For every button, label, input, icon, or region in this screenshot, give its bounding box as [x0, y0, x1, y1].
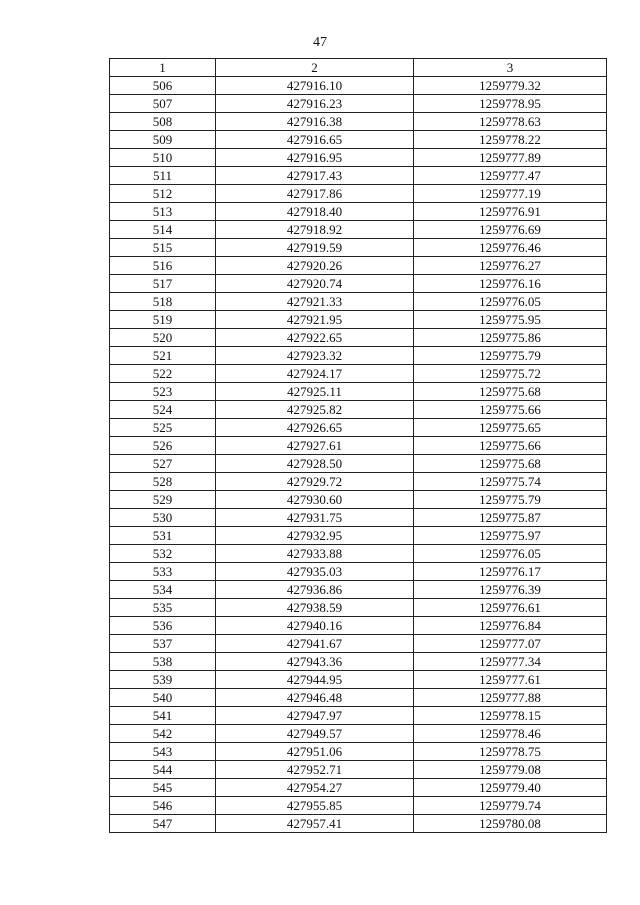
table-row: [110, 653, 607, 671]
table-cell: 529: [110, 491, 216, 509]
table-cell: 427925.11: [216, 383, 414, 401]
table-cell: 427946.48: [216, 689, 414, 707]
table-cell: 1259776.91: [414, 203, 607, 221]
table-cell: 1259775.86: [414, 329, 607, 347]
table-row: [110, 743, 607, 761]
table-cell: 506: [110, 77, 216, 95]
table-cell: 427919.59: [216, 239, 414, 257]
table-cell: 1259778.15: [414, 707, 607, 725]
table-row: [110, 527, 607, 545]
table-cell: 1259777.07: [414, 635, 607, 653]
table-cell: 427925.82: [216, 401, 414, 419]
table-cell: 524: [110, 401, 216, 419]
table-cell: 427922.65: [216, 329, 414, 347]
column-header: 1: [110, 59, 216, 77]
table-cell: 1259776.17: [414, 563, 607, 581]
table-cell: 427938.59: [216, 599, 414, 617]
table-cell: 516: [110, 257, 216, 275]
table-cell: 1259775.66: [414, 437, 607, 455]
table-cell: 1259776.39: [414, 581, 607, 599]
page-number: 47: [313, 35, 327, 50]
table-cell: 519: [110, 311, 216, 329]
table-row: [110, 761, 607, 779]
table-cell: 1259775.68: [414, 455, 607, 473]
table-cell: 518: [110, 293, 216, 311]
table-row: [110, 473, 607, 491]
table-cell: 1259775.72: [414, 365, 607, 383]
table-cell: 427924.17: [216, 365, 414, 383]
table-body: [110, 77, 607, 833]
column-header: 2: [216, 59, 414, 77]
table-cell: 1259779.08: [414, 761, 607, 779]
table-cell: 427916.95: [216, 149, 414, 167]
table-header-row: [110, 59, 607, 77]
table-cell: 533: [110, 563, 216, 581]
table-cell: 427931.75: [216, 509, 414, 527]
table-cell: 536: [110, 617, 216, 635]
table-cell: 427932.95: [216, 527, 414, 545]
table-cell: 1259775.79: [414, 491, 607, 509]
table-cell: 509: [110, 131, 216, 149]
table-row: [110, 815, 607, 833]
coordinates-table: [109, 58, 607, 833]
table-row: [110, 401, 607, 419]
table-row: [110, 779, 607, 797]
table-cell: 1259779.40: [414, 779, 607, 797]
table-cell: 530: [110, 509, 216, 527]
table-cell: 541: [110, 707, 216, 725]
table-row: [110, 545, 607, 563]
table-cell: 427916.65: [216, 131, 414, 149]
table-cell: 544: [110, 761, 216, 779]
table-cell: 427944.95: [216, 671, 414, 689]
table-row: [110, 149, 607, 167]
table-cell: 1259778.95: [414, 95, 607, 113]
table-cell: 1259775.65: [414, 419, 607, 437]
table-cell: 1259775.66: [414, 401, 607, 419]
table-cell: 427951.06: [216, 743, 414, 761]
table-cell: 427957.41: [216, 815, 414, 833]
table-cell: 427916.10: [216, 77, 414, 95]
table-row: [110, 689, 607, 707]
table-cell: 1259776.05: [414, 293, 607, 311]
table-cell: 1259777.61: [414, 671, 607, 689]
table-cell: 514: [110, 221, 216, 239]
table-cell: 540: [110, 689, 216, 707]
table-cell: 522: [110, 365, 216, 383]
table-cell: 1259776.69: [414, 221, 607, 239]
table-cell: 528: [110, 473, 216, 491]
table-cell: 525: [110, 419, 216, 437]
table-row: [110, 293, 607, 311]
table-cell: 513: [110, 203, 216, 221]
table-cell: 427941.67: [216, 635, 414, 653]
table-row: [110, 581, 607, 599]
table-cell: 1259775.79: [414, 347, 607, 365]
table-cell: 1259778.22: [414, 131, 607, 149]
table-row: [110, 563, 607, 581]
table-cell: 1259780.08: [414, 815, 607, 833]
table-cell: 427916.23: [216, 95, 414, 113]
table-cell: 427917.43: [216, 167, 414, 185]
table-cell: 427923.32: [216, 347, 414, 365]
table-cell: 535: [110, 599, 216, 617]
table-cell: 427952.71: [216, 761, 414, 779]
table-cell: 427949.57: [216, 725, 414, 743]
table-row: [110, 239, 607, 257]
table-cell: 1259778.46: [414, 725, 607, 743]
table-row: [110, 671, 607, 689]
table-cell: 427926.65: [216, 419, 414, 437]
table-cell: 526: [110, 437, 216, 455]
table-row: [110, 365, 607, 383]
table-cell: 527: [110, 455, 216, 473]
table-row: [110, 437, 607, 455]
table-cell: 508: [110, 113, 216, 131]
table-row: [110, 635, 607, 653]
table-cell: 511: [110, 167, 216, 185]
table-cell: 537: [110, 635, 216, 653]
table-cell: 515: [110, 239, 216, 257]
table-cell: 427933.88: [216, 545, 414, 563]
table-cell: 427930.60: [216, 491, 414, 509]
table-cell: 1259777.88: [414, 689, 607, 707]
table-cell: 532: [110, 545, 216, 563]
table-cell: 427936.86: [216, 581, 414, 599]
table-cell: 427955.85: [216, 797, 414, 815]
table-cell: 531: [110, 527, 216, 545]
table-row: [110, 509, 607, 527]
table-cell: 427954.27: [216, 779, 414, 797]
table-row: [110, 419, 607, 437]
table-cell: 1259775.87: [414, 509, 607, 527]
table-cell: 534: [110, 581, 216, 599]
table-cell: 427917.86: [216, 185, 414, 203]
table-cell: 427940.16: [216, 617, 414, 635]
table-row: [110, 329, 607, 347]
table-row: [110, 113, 607, 131]
table-cell: 427918.92: [216, 221, 414, 239]
table-row: [110, 599, 607, 617]
table-cell: 1259775.74: [414, 473, 607, 491]
table-cell: 427928.50: [216, 455, 414, 473]
table-cell: 427920.26: [216, 257, 414, 275]
table-cell: 1259777.19: [414, 185, 607, 203]
table-cell: 520: [110, 329, 216, 347]
table-cell: 427921.95: [216, 311, 414, 329]
table-cell: 427947.97: [216, 707, 414, 725]
table-cell: 427921.33: [216, 293, 414, 311]
table-row: [110, 455, 607, 473]
table-cell: 1259777.47: [414, 167, 607, 185]
table-cell: 427935.03: [216, 563, 414, 581]
table-row: [110, 347, 607, 365]
table-row: [110, 275, 607, 293]
table-cell: 1259778.63: [414, 113, 607, 131]
table-row: [110, 257, 607, 275]
table-cell: 1259776.84: [414, 617, 607, 635]
table-cell: 517: [110, 275, 216, 293]
table-cell: 1259777.89: [414, 149, 607, 167]
table-row: [110, 131, 607, 149]
table-cell: 538: [110, 653, 216, 671]
column-header: 3: [414, 59, 607, 77]
table-cell: 512: [110, 185, 216, 203]
table-row: [110, 221, 607, 239]
table-row: [110, 185, 607, 203]
table-cell: 427927.61: [216, 437, 414, 455]
table-cell: 1259776.46: [414, 239, 607, 257]
table-cell: 523: [110, 383, 216, 401]
table-cell: 1259775.95: [414, 311, 607, 329]
table-row: [110, 77, 607, 95]
table-cell: 1259776.61: [414, 599, 607, 617]
table-cell: 545: [110, 779, 216, 797]
table-row: [110, 797, 607, 815]
table-cell: 510: [110, 149, 216, 167]
table-row: [110, 617, 607, 635]
table-cell: 1259775.68: [414, 383, 607, 401]
table-row: [110, 167, 607, 185]
table-cell: 543: [110, 743, 216, 761]
table-cell: 507: [110, 95, 216, 113]
table-row: [110, 383, 607, 401]
table-cell: 427918.40: [216, 203, 414, 221]
table-cell: 542: [110, 725, 216, 743]
table-cell: 539: [110, 671, 216, 689]
table-cell: 427943.36: [216, 653, 414, 671]
table-cell: 547: [110, 815, 216, 833]
table-cell: 1259776.16: [414, 275, 607, 293]
table-cell: 1259779.74: [414, 797, 607, 815]
table-cell: 1259777.34: [414, 653, 607, 671]
table-cell: 427920.74: [216, 275, 414, 293]
table-cell: 427929.72: [216, 473, 414, 491]
table-cell: 1259775.97: [414, 527, 607, 545]
table-cell: 1259778.75: [414, 743, 607, 761]
table-row: [110, 311, 607, 329]
table-row: [110, 491, 607, 509]
table-cell: 546: [110, 797, 216, 815]
table-cell: 521: [110, 347, 216, 365]
table-row: [110, 203, 607, 221]
table-cell: 1259776.27: [414, 257, 607, 275]
table-row: [110, 725, 607, 743]
table-cell: 1259776.05: [414, 545, 607, 563]
table-cell: 1259779.32: [414, 77, 607, 95]
table-row: [110, 707, 607, 725]
table-cell: 427916.38: [216, 113, 414, 131]
table-row: [110, 95, 607, 113]
